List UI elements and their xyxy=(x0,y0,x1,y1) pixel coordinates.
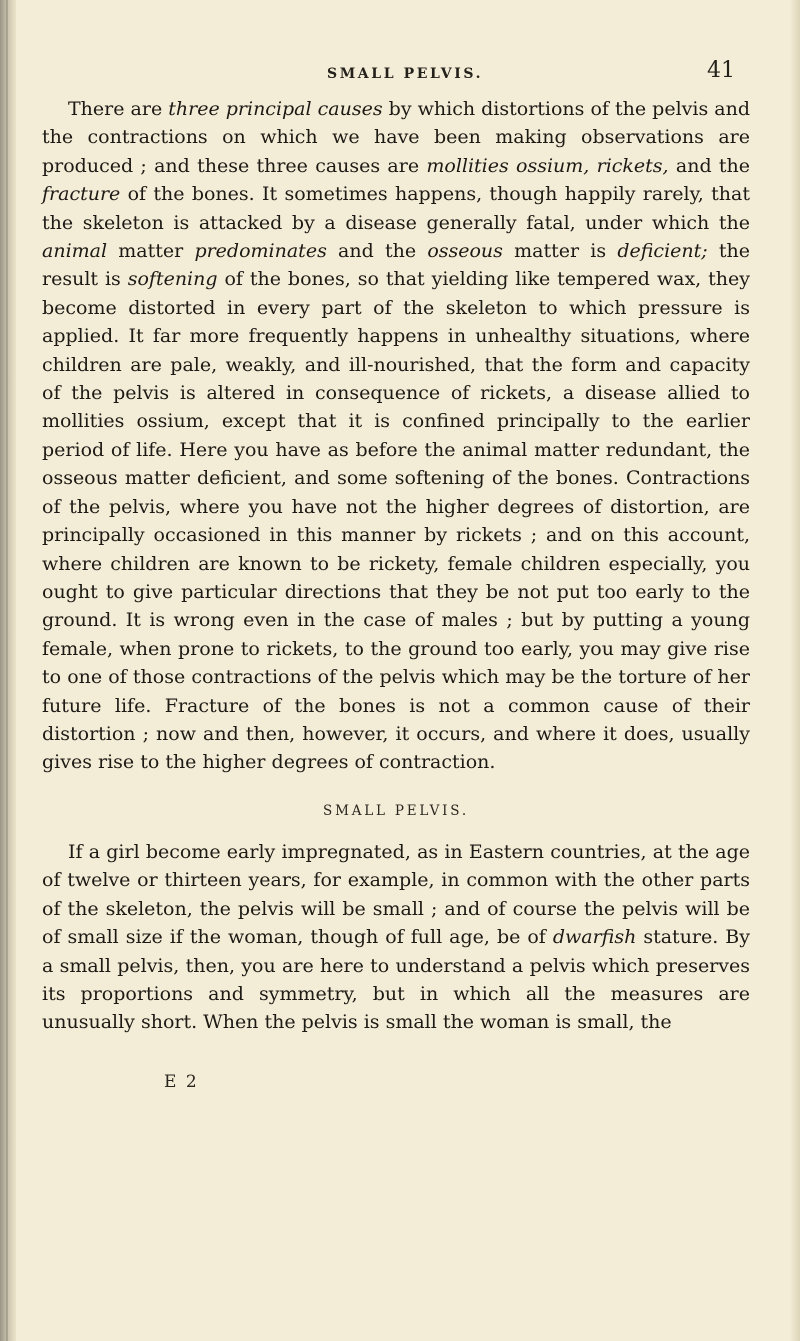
italic-term: animal xyxy=(42,240,108,263)
text-run: matter is xyxy=(502,240,618,263)
italic-term: predominates xyxy=(194,240,327,263)
signature-mark: E 2 xyxy=(164,1072,199,1092)
italic-term: softening xyxy=(127,268,218,291)
text-run: of the bones. It sometimes happens, though happily rarely, that the skeleton is attacked by a disease generally fatal, under which the xyxy=(42,183,750,234)
italic-term: mollities ossium, rickets, xyxy=(426,154,669,177)
italic-term: osseous xyxy=(427,240,503,263)
text-run: of the bones, so that yielding like tempered wax, they become distorted in every part of the skeleton to which pressure is applied. It far more frequently happens in unhealthy situations, where children are pale, weakly, and ill-nourished, that the form and capacity of the pelvis is altered in consequence of rickets, a disease allied to mollities ossium, except that it is confined principally to the earlier period of life. Here you have as before the animal matter redundant, the osseous matter deficient, and some softening of the bones. Contractions of the pelvis, where you have not the higher degrees of distortion, are principally occasioned in this manner by rickets ; and on this account, where children are known to be rickety, female children especially, you ought to give particular directions that they be not put too early to the ground. It is wrong even in the case of males ; but by putting a young female, when prone to rickets, to the ground too early, you may give rise to one of those contractions of the pelvis which may be the torture of her future life. Fracture of the bones is not a common cause of their distortion ; now and then, however, it occurs, and where it does, usually gives rise to the higher degrees of contraction. xyxy=(42,268,750,774)
text-run: matter xyxy=(107,240,195,263)
main-text-block xyxy=(42,95,750,777)
text-run: and the xyxy=(668,154,751,177)
section-heading: SMALL PELVIS. xyxy=(323,803,469,819)
second-text-block xyxy=(42,838,750,1037)
page-number: 41 xyxy=(707,58,735,83)
text-run: the result is xyxy=(42,240,750,291)
text-run: stature. By a small pelvis, then, you are here to understand a pelvis which preserves its proportions and symmetry, but in which all the measures are unusually short. When the pelvis is small the woman is small, the xyxy=(42,926,750,1034)
italic-term: dwarfish xyxy=(552,926,637,949)
text-run: If a girl become early impregnated, as in Eastern countries, at the age of twelve or thirteen years, for example, in common with the other parts of the skeleton, the pelvis will be small ; and of course the pelvis will be of small size if the woman, though of full age, be of xyxy=(42,841,750,949)
italic-term: three principal causes xyxy=(168,98,383,120)
paragraph-causes-of-distortion xyxy=(42,95,750,777)
italic-term: deficient; xyxy=(617,240,708,263)
text-run: There are xyxy=(68,98,169,120)
binding-shadow-line xyxy=(6,0,8,1341)
text-run: by which distortions of the pelvis and the contractions on which we have been making observations are produced ; and these three causes are xyxy=(42,98,750,177)
paragraph-small-pelvis xyxy=(42,838,750,1037)
binding-gutter xyxy=(0,0,16,1341)
page-edge xyxy=(790,0,800,1341)
text-run: and the xyxy=(326,240,428,263)
italic-term: fracture xyxy=(42,183,121,206)
running-title: SMALL PELVIS. xyxy=(327,66,484,82)
